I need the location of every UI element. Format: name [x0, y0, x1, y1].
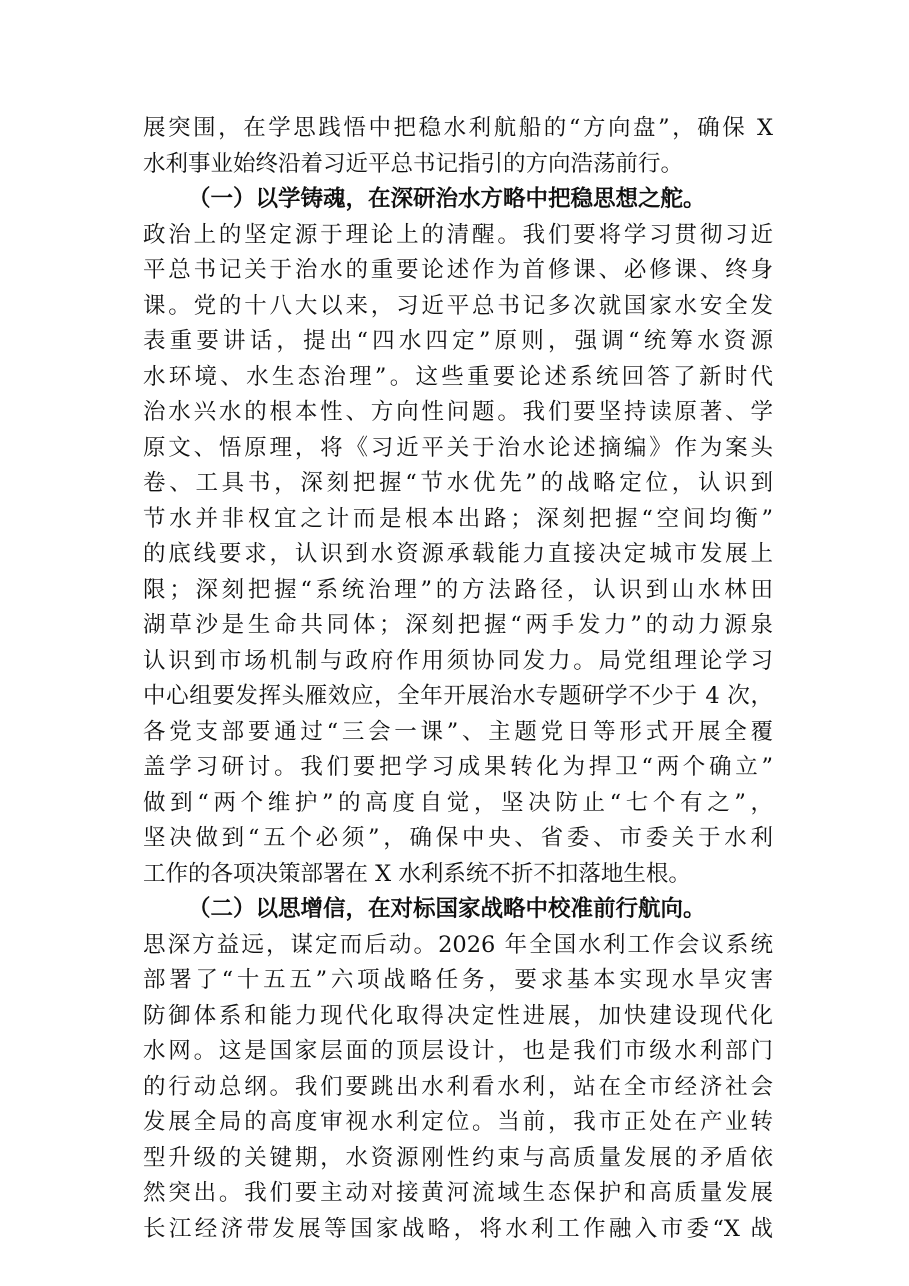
text-line: 课。党的十八大以来，习近平总书记多次就国家水安全发	[143, 292, 773, 319]
text-line: 表重要讲话，提出“四水四定”原则，强调“统筹水资源	[143, 328, 773, 354]
text-line: 防御体系和能力现代化取得决定性进展，加快建设现代化	[143, 1002, 773, 1029]
text-line: 卷、工具书，深刻把握“节水优先”的战略定位，认识到	[143, 470, 773, 496]
text-line: 中心组要发挥头雁效应，全年开展治水专题研学不少于 4 次，	[143, 683, 773, 709]
body-text	[143, 111, 773, 1247]
text-line: 盖学习研讨。我们要把学习成果转化为捍卫“两个确立”	[143, 754, 773, 780]
text-line: 政治上的坚定源于理论上的清醒。我们要将学习贯彻习近	[143, 221, 773, 248]
text-line: 发展全局的高度审视水利定位。当前，我市正处在产业转	[143, 1109, 773, 1135]
text-line: 水网。这是国家层面的顶层设计，也是我们市级水利部门	[143, 1038, 773, 1064]
text-line: 认识到市场机制与政府作用须协同发力。局党组理论学习	[143, 647, 773, 674]
text-line: 展突围，在学思践悟中把稳水利航船的“方向盘”，确保 X	[143, 115, 773, 141]
text-line: 湖草沙是生命共同体；深刻把握“两手发力”的动力源泉	[143, 612, 773, 638]
text-line: 长江经济带发展等国家战略，将水利工作融入市委“X 战	[143, 1215, 773, 1242]
text-line: 坚决做到“五个必须”，确保中央、省委、市委关于水利	[143, 825, 773, 851]
text-line: 各党支部要通过“三会一课”、主题党日等形式开展全覆	[143, 718, 773, 745]
text-line: 的行动总纲。我们要跳出水利看水利，站在全市经济社会	[143, 1073, 773, 1100]
text-line: 限；深刻把握“系统治理”的方法路径，认识到山水林田	[143, 576, 773, 603]
text-line: 平总书记关于治水的重要论述作为首修课、必修课、终身	[143, 257, 773, 283]
section-heading: （一）以学铸魂，在深研治水方略中把稳思想之舵。	[188, 186, 706, 212]
text-line: 治水兴水的根本性、方向性问题。我们要坚持读原著、学	[143, 399, 773, 425]
text-line: 原文、悟原理，将《习近平关于治水论述摘编》作为案头	[143, 434, 773, 461]
text-line: 做到“两个维护”的高度自觉，坚决防止“七个有之”，	[143, 789, 773, 816]
section-heading: （二）以思增信，在对标国家战略中校准前行航向。	[188, 896, 706, 922]
text-line: 节水并非权宜之计而是根本出路；深刻把握“空间均衡”	[143, 505, 773, 532]
text-line: 的底线要求，认识到水资源承载能力直接决定城市发展上	[143, 541, 773, 567]
text-line: 水利事业始终沿着习近平总书记指引的方向浩荡前行。	[143, 150, 684, 177]
text-line: 型升级的关键期，水资源刚性约束与高质量发展的矛盾依	[143, 1144, 773, 1171]
text-line: 水环境、水生态治理”。这些重要论述系统回答了新时代	[143, 363, 773, 390]
text-line: 工作的各项决策部署在 X 水利系统不折不扣落地生根。	[143, 860, 691, 887]
text-line: 思深方益远，谋定而后动。2026 年全国水利工作会议系统	[143, 931, 773, 958]
text-line: 然突出。我们要主动对接黄河流域生态保护和高质量发展	[143, 1180, 773, 1206]
text-line: 部署了“十五五”六项战略任务，要求基本实现水旱灾害	[143, 967, 773, 993]
